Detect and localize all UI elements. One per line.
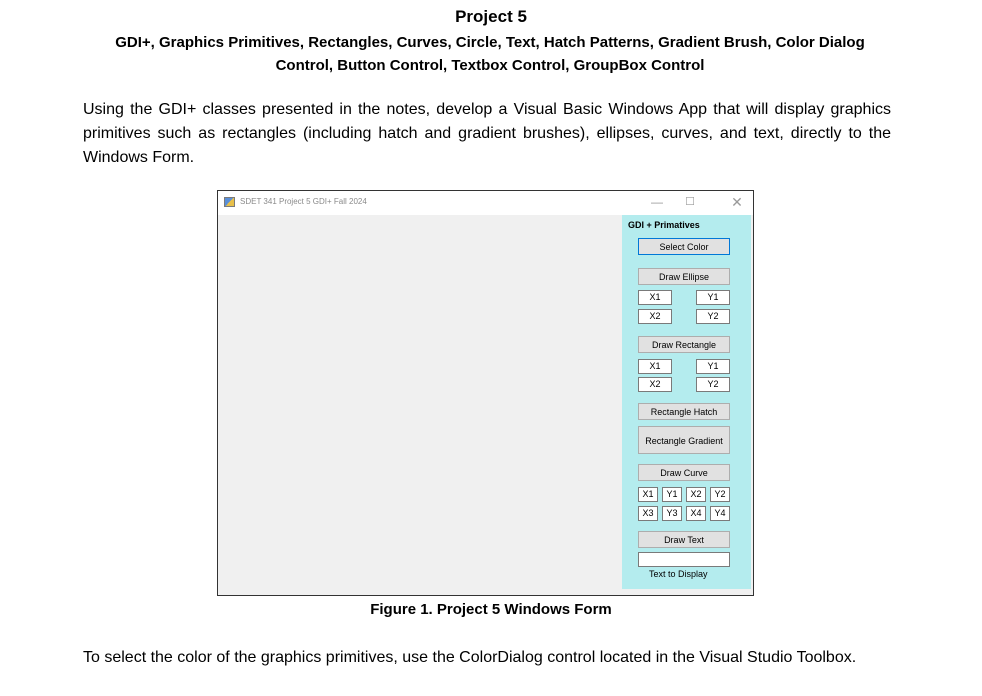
text-to-display-input[interactable] xyxy=(638,552,730,567)
maximize-icon[interactable]: ☐ xyxy=(685,196,695,208)
curve-x1-field[interactable]: X1 xyxy=(638,487,658,502)
rectangle-x2-field[interactable]: X2 xyxy=(638,377,672,392)
ellipse-y1-field[interactable]: Y1 xyxy=(696,290,730,305)
app-icon xyxy=(224,197,235,207)
curve-y4-field[interactable]: Y4 xyxy=(710,506,730,521)
rectangle-gradient-button[interactable]: Rectangle Gradient xyxy=(638,426,730,454)
draw-ellipse-button[interactable]: Draw Ellipse xyxy=(638,268,730,285)
rectangle-y1-field[interactable]: Y1 xyxy=(696,359,730,374)
document-subtitle: GDI+, Graphics Primitives, Rectangles, Curves, Circle, Text, Hatch Patterns, Gradient Brush, Color Dialog Control, Button Control, Textbox Control, GroupBox Control xyxy=(115,34,865,74)
select-color-button[interactable]: Select Color xyxy=(638,238,730,255)
rectangle-hatch-button[interactable]: Rectangle Hatch xyxy=(638,403,730,420)
minimize-icon[interactable]: — xyxy=(651,195,663,209)
ellipse-y2-field[interactable]: Y2 xyxy=(696,309,730,324)
intro-paragraph: Using the GDI+ classes presented in the notes, develop a Visual Basic Windows App that will display graphics primitives such as rectangles (including hatch and gradient brushes), ellipses, curves, and text, directly to the Windows Form. xyxy=(83,101,891,166)
ellipse-x1-field[interactable]: X1 xyxy=(638,290,672,305)
draw-rectangle-button[interactable]: Draw Rectangle xyxy=(638,336,730,353)
draw-curve-button[interactable]: Draw Curve xyxy=(638,464,730,481)
curve-y3-field[interactable]: Y3 xyxy=(662,506,682,521)
gdi-primitives-groupbox xyxy=(622,215,751,589)
rectangle-x1-field[interactable]: X1 xyxy=(638,359,672,374)
window-title: SDET 341 Project 5 GDI+ Fall 2024 xyxy=(240,197,367,206)
ellipse-x2-field[interactable]: X2 xyxy=(638,309,672,324)
curve-x3-field[interactable]: X3 xyxy=(638,506,658,521)
text-to-display-label: Text to Display xyxy=(649,569,708,579)
figure-caption: Figure 1. Project 5 Windows Form xyxy=(370,601,612,618)
rectangle-y2-field[interactable]: Y2 xyxy=(696,377,730,392)
document-title: Project 5 xyxy=(455,7,527,26)
draw-text-button[interactable]: Draw Text xyxy=(638,531,730,548)
groupbox-title: GDI + Primatives xyxy=(628,220,700,230)
close-icon[interactable]: ✕ xyxy=(731,194,743,210)
color-instruction-paragraph: To select the color of the graphics primitives, use the ColorDialog control located in the Visual Studio Toolbox. xyxy=(83,649,857,666)
curve-y2-field[interactable]: Y2 xyxy=(710,487,730,502)
curve-x4-field[interactable]: X4 xyxy=(686,506,706,521)
window-titlebar xyxy=(218,191,753,215)
curve-y1-field[interactable]: Y1 xyxy=(662,487,682,502)
curve-x2-field[interactable]: X2 xyxy=(686,487,706,502)
windows-form-figure xyxy=(217,190,754,596)
